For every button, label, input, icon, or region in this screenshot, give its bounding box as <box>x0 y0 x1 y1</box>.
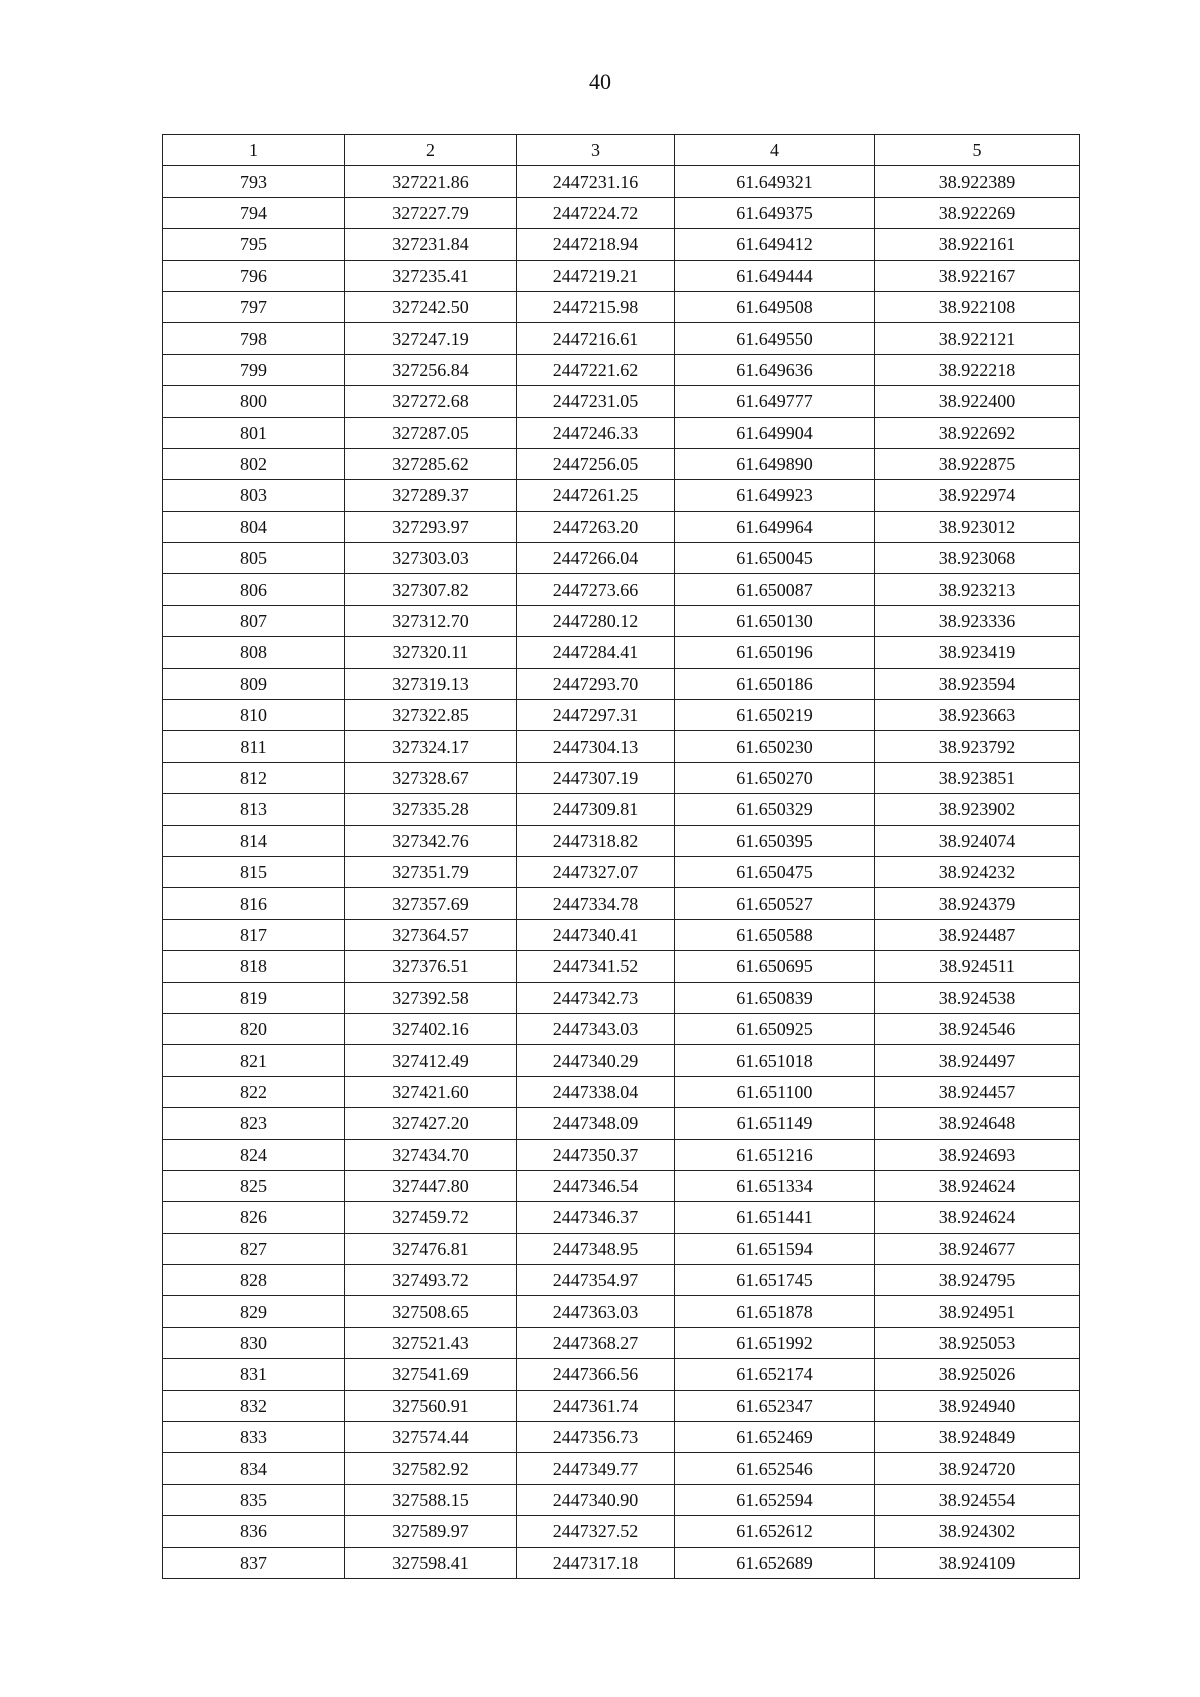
table-cell: 2447356.73 <box>517 1422 675 1453</box>
table-cell: 38.924849 <box>875 1422 1080 1453</box>
table-cell: 327287.05 <box>345 417 517 448</box>
table-cell: 2447342.73 <box>517 982 675 1013</box>
table-cell: 327351.79 <box>345 856 517 887</box>
table-row <box>163 888 1080 919</box>
table-cell: 2447349.77 <box>517 1453 675 1484</box>
table-cell: 834 <box>163 1453 345 1484</box>
table-row <box>163 291 1080 322</box>
table-row <box>163 1390 1080 1421</box>
table-cell: 38.923012 <box>875 511 1080 542</box>
table-cell: 61.651745 <box>675 1265 875 1296</box>
table-cell: 327335.28 <box>345 794 517 825</box>
table-cell: 61.650130 <box>675 605 875 636</box>
table-cell: 61.650196 <box>675 637 875 668</box>
table-cell: 327476.81 <box>345 1233 517 1264</box>
table-cell: 61.649321 <box>675 166 875 197</box>
table-cell: 61.649777 <box>675 386 875 417</box>
table-cell: 2447348.09 <box>517 1108 675 1139</box>
table-cell: 2447348.95 <box>517 1233 675 1264</box>
table-cell: 61.649412 <box>675 229 875 260</box>
table-row <box>163 543 1080 574</box>
table-row <box>163 1108 1080 1139</box>
table-cell: 38.925053 <box>875 1327 1080 1358</box>
table-header <box>163 135 1080 166</box>
table-cell: 61.651216 <box>675 1139 875 1170</box>
table-cell: 809 <box>163 668 345 699</box>
table-cell: 2447309.81 <box>517 794 675 825</box>
table-row <box>163 700 1080 731</box>
table-cell: 61.650329 <box>675 794 875 825</box>
table-cell: 2447340.41 <box>517 919 675 950</box>
table-row <box>163 951 1080 982</box>
table-cell: 61.650230 <box>675 731 875 762</box>
table-cell: 38.923851 <box>875 762 1080 793</box>
table-cell: 2447354.97 <box>517 1265 675 1296</box>
table-cell: 61.652546 <box>675 1453 875 1484</box>
table-row <box>163 354 1080 385</box>
table-cell: 810 <box>163 700 345 731</box>
table-cell: 823 <box>163 1108 345 1139</box>
table-cell: 38.922121 <box>875 323 1080 354</box>
table-cell: 61.652689 <box>675 1547 875 1578</box>
table-cell: 830 <box>163 1327 345 1358</box>
table-cell: 817 <box>163 919 345 950</box>
table-cell: 61.650695 <box>675 951 875 982</box>
page-number: 40 <box>589 69 611 94</box>
table-cell: 61.650045 <box>675 543 875 574</box>
table-row <box>163 856 1080 887</box>
table-cell: 61.650839 <box>675 982 875 1013</box>
table-row <box>163 260 1080 291</box>
table-row <box>163 637 1080 668</box>
table-row <box>163 480 1080 511</box>
table-cell: 327560.91 <box>345 1390 517 1421</box>
table-cell: 813 <box>163 794 345 825</box>
table-cell: 837 <box>163 1547 345 1578</box>
table-cell: 38.924795 <box>875 1265 1080 1296</box>
table-cell: 61.651441 <box>675 1202 875 1233</box>
table-cell: 61.652594 <box>675 1484 875 1515</box>
table-row <box>163 794 1080 825</box>
table-row <box>163 605 1080 636</box>
table-cell: 38.923336 <box>875 605 1080 636</box>
table-cell: 38.924648 <box>875 1108 1080 1139</box>
table-cell: 61.650925 <box>675 1013 875 1044</box>
table-cell: 38.922974 <box>875 480 1080 511</box>
table-cell: 61.652469 <box>675 1422 875 1453</box>
table-cell: 327574.44 <box>345 1422 517 1453</box>
table-cell: 835 <box>163 1484 345 1515</box>
table-cell: 2447261.25 <box>517 480 675 511</box>
table-cell: 327364.57 <box>345 919 517 950</box>
table-cell: 61.649444 <box>675 260 875 291</box>
table-cell: 802 <box>163 448 345 479</box>
table-cell: 2447327.52 <box>517 1516 675 1547</box>
table-cell: 797 <box>163 291 345 322</box>
table-cell: 38.922108 <box>875 291 1080 322</box>
table-row <box>163 1202 1080 1233</box>
table-cell: 327289.37 <box>345 480 517 511</box>
table-row <box>163 1045 1080 1076</box>
table-cell: 61.649890 <box>675 448 875 479</box>
table-cell: 61.650588 <box>675 919 875 950</box>
table-cell: 820 <box>163 1013 345 1044</box>
table-cell: 61.650475 <box>675 856 875 887</box>
table-cell: 327541.69 <box>345 1359 517 1390</box>
table-cell: 833 <box>163 1422 345 1453</box>
table-cell: 38.924109 <box>875 1547 1080 1578</box>
table-cell: 2447216.61 <box>517 323 675 354</box>
table-cell: 794 <box>163 197 345 228</box>
table-cell: 327319.13 <box>345 668 517 699</box>
table-row <box>163 919 1080 950</box>
table-cell: 2447297.31 <box>517 700 675 731</box>
table-cell: 61.649964 <box>675 511 875 542</box>
table-cell: 2447273.66 <box>517 574 675 605</box>
table-cell: 2447346.54 <box>517 1170 675 1201</box>
table-cell: 38.923594 <box>875 668 1080 699</box>
table-cell: 38.924554 <box>875 1484 1080 1515</box>
column-header-4: 4 <box>675 135 875 166</box>
table-cell: 2447361.74 <box>517 1390 675 1421</box>
table-cell: 327227.79 <box>345 197 517 228</box>
table-row <box>163 417 1080 448</box>
table-cell: 61.652347 <box>675 1390 875 1421</box>
table-cell: 803 <box>163 480 345 511</box>
table-cell: 61.649550 <box>675 323 875 354</box>
table-cell: 327447.80 <box>345 1170 517 1201</box>
table-cell: 327242.50 <box>345 291 517 322</box>
table-row <box>163 1265 1080 1296</box>
table-cell: 327598.41 <box>345 1547 517 1578</box>
table-cell: 2447284.41 <box>517 637 675 668</box>
table-cell: 38.922218 <box>875 354 1080 385</box>
table-cell: 831 <box>163 1359 345 1390</box>
table-cell: 805 <box>163 543 345 574</box>
table-cell: 61.650186 <box>675 668 875 699</box>
table-cell: 815 <box>163 856 345 887</box>
table-row <box>163 386 1080 417</box>
table-cell: 2447293.70 <box>517 668 675 699</box>
table-row <box>163 1484 1080 1515</box>
table-cell: 327324.17 <box>345 731 517 762</box>
header-row <box>163 135 1080 166</box>
table-cell: 327376.51 <box>345 951 517 982</box>
table-row <box>163 166 1080 197</box>
table-cell: 38.923068 <box>875 543 1080 574</box>
table-row <box>163 1453 1080 1484</box>
table-row <box>163 668 1080 699</box>
table-cell: 38.924693 <box>875 1139 1080 1170</box>
table-cell: 38.924497 <box>875 1045 1080 1076</box>
table-cell: 836 <box>163 1516 345 1547</box>
table-cell: 2447363.03 <box>517 1296 675 1327</box>
table-row <box>163 1170 1080 1201</box>
table-row <box>163 982 1080 1013</box>
table-cell: 2447231.05 <box>517 386 675 417</box>
table-row <box>163 1139 1080 1170</box>
table-cell: 61.650087 <box>675 574 875 605</box>
table-cell: 2447219.21 <box>517 260 675 291</box>
table-cell: 327589.97 <box>345 1516 517 1547</box>
table-row <box>163 448 1080 479</box>
table-cell: 2447224.72 <box>517 197 675 228</box>
table-cell: 38.922161 <box>875 229 1080 260</box>
table-cell: 38.924624 <box>875 1202 1080 1233</box>
table-cell: 821 <box>163 1045 345 1076</box>
table-cell: 2447343.03 <box>517 1013 675 1044</box>
table-row <box>163 1547 1080 1578</box>
table-cell: 2447340.90 <box>517 1484 675 1515</box>
table-cell: 61.651100 <box>675 1076 875 1107</box>
table-cell: 61.649636 <box>675 354 875 385</box>
table-cell: 2447280.12 <box>517 605 675 636</box>
table-cell: 38.922389 <box>875 166 1080 197</box>
table-row <box>163 229 1080 260</box>
table-cell: 61.650219 <box>675 700 875 731</box>
table-cell: 38.924624 <box>875 1170 1080 1201</box>
table-row <box>163 731 1080 762</box>
table-cell: 327402.16 <box>345 1013 517 1044</box>
table-cell: 828 <box>163 1265 345 1296</box>
table-cell: 816 <box>163 888 345 919</box>
table-cell: 2447338.04 <box>517 1076 675 1107</box>
table-cell: 827 <box>163 1233 345 1264</box>
table-cell: 801 <box>163 417 345 448</box>
table-cell: 61.651018 <box>675 1045 875 1076</box>
table-cell: 38.923902 <box>875 794 1080 825</box>
table-cell: 2447346.37 <box>517 1202 675 1233</box>
table-cell: 327328.67 <box>345 762 517 793</box>
table-cell: 795 <box>163 229 345 260</box>
table-row <box>163 1327 1080 1358</box>
table-cell: 327322.85 <box>345 700 517 731</box>
table-cell: 799 <box>163 354 345 385</box>
column-header-1: 1 <box>163 135 345 166</box>
table-cell: 61.651334 <box>675 1170 875 1201</box>
table-cell: 2447341.52 <box>517 951 675 982</box>
table-cell: 38.922400 <box>875 386 1080 417</box>
table-cell: 61.651594 <box>675 1233 875 1264</box>
table-cell: 327588.15 <box>345 1484 517 1515</box>
table-cell: 2447304.13 <box>517 731 675 762</box>
table-cell: 2447218.94 <box>517 229 675 260</box>
table-cell: 38.924546 <box>875 1013 1080 1044</box>
table-cell: 2447334.78 <box>517 888 675 919</box>
table-cell: 327312.70 <box>345 605 517 636</box>
table-cell: 327285.62 <box>345 448 517 479</box>
table-cell: 327303.03 <box>345 543 517 574</box>
table-cell: 825 <box>163 1170 345 1201</box>
table-cell: 327320.11 <box>345 637 517 668</box>
coordinates-table <box>162 134 1080 1579</box>
table-row <box>163 574 1080 605</box>
table-cell: 808 <box>163 637 345 668</box>
table-cell: 38.924487 <box>875 919 1080 950</box>
table-cell: 61.650395 <box>675 825 875 856</box>
table-cell: 61.650270 <box>675 762 875 793</box>
table-cell: 38.924720 <box>875 1453 1080 1484</box>
table-cell: 38.923792 <box>875 731 1080 762</box>
table-cell: 38.924074 <box>875 825 1080 856</box>
table-cell: 818 <box>163 951 345 982</box>
table-cell: 38.923663 <box>875 700 1080 731</box>
table-cell: 38.924538 <box>875 982 1080 1013</box>
table-cell: 61.650527 <box>675 888 875 919</box>
table-cell: 806 <box>163 574 345 605</box>
table-cell: 327342.76 <box>345 825 517 856</box>
table-cell: 2447221.62 <box>517 354 675 385</box>
table-row <box>163 1296 1080 1327</box>
table-row <box>163 1359 1080 1390</box>
table-row <box>163 825 1080 856</box>
table-cell: 327221.86 <box>345 166 517 197</box>
table-cell: 327508.65 <box>345 1296 517 1327</box>
table-row <box>163 197 1080 228</box>
table-row <box>163 1233 1080 1264</box>
table-cell: 327256.84 <box>345 354 517 385</box>
table-cell: 798 <box>163 323 345 354</box>
table-cell: 804 <box>163 511 345 542</box>
table-cell: 38.922875 <box>875 448 1080 479</box>
table-cell: 814 <box>163 825 345 856</box>
table-cell: 38.925026 <box>875 1359 1080 1390</box>
table-cell: 2447366.56 <box>517 1359 675 1390</box>
table-cell: 829 <box>163 1296 345 1327</box>
table-cell: 38.924302 <box>875 1516 1080 1547</box>
table-cell: 38.924511 <box>875 951 1080 982</box>
table-cell: 327247.19 <box>345 323 517 354</box>
table-cell: 2447246.33 <box>517 417 675 448</box>
table-row <box>163 1013 1080 1044</box>
table-cell: 61.651149 <box>675 1108 875 1139</box>
table-cell: 61.649904 <box>675 417 875 448</box>
table-cell: 38.922269 <box>875 197 1080 228</box>
table-cell: 807 <box>163 605 345 636</box>
table-cell: 2447317.18 <box>517 1547 675 1578</box>
table-row <box>163 1076 1080 1107</box>
table-cell: 2447318.82 <box>517 825 675 856</box>
column-header-5: 5 <box>875 135 1080 166</box>
table-cell: 2447368.27 <box>517 1327 675 1358</box>
table-cell: 812 <box>163 762 345 793</box>
table-row <box>163 323 1080 354</box>
column-header-3: 3 <box>517 135 675 166</box>
table-cell: 832 <box>163 1390 345 1421</box>
table-cell: 327493.72 <box>345 1265 517 1296</box>
table-cell: 793 <box>163 166 345 197</box>
table-cell: 2447231.16 <box>517 166 675 197</box>
table-cell: 811 <box>163 731 345 762</box>
table-cell: 327582.92 <box>345 1453 517 1484</box>
table-cell: 327231.84 <box>345 229 517 260</box>
table-body <box>163 166 1080 1579</box>
table-cell: 327307.82 <box>345 574 517 605</box>
table-cell: 327235.41 <box>345 260 517 291</box>
table-cell: 38.924379 <box>875 888 1080 919</box>
table-cell: 2447340.29 <box>517 1045 675 1076</box>
table-cell: 38.922692 <box>875 417 1080 448</box>
table-cell: 38.923213 <box>875 574 1080 605</box>
table-cell: 38.924677 <box>875 1233 1080 1264</box>
table-cell: 327521.43 <box>345 1327 517 1358</box>
table-cell: 61.649508 <box>675 291 875 322</box>
table-cell: 2447256.05 <box>517 448 675 479</box>
column-header-2: 2 <box>345 135 517 166</box>
table-cell: 819 <box>163 982 345 1013</box>
table-cell: 796 <box>163 260 345 291</box>
table-cell: 61.651878 <box>675 1296 875 1327</box>
table-cell: 2447307.19 <box>517 762 675 793</box>
table-cell: 38.924457 <box>875 1076 1080 1107</box>
table-cell: 38.924951 <box>875 1296 1080 1327</box>
table-cell: 327357.69 <box>345 888 517 919</box>
table-cell: 327421.60 <box>345 1076 517 1107</box>
table-cell: 38.924232 <box>875 856 1080 887</box>
table-cell: 826 <box>163 1202 345 1233</box>
table-cell: 327392.58 <box>345 982 517 1013</box>
table-cell: 327412.49 <box>345 1045 517 1076</box>
table-cell: 61.652174 <box>675 1359 875 1390</box>
table-cell: 327293.97 <box>345 511 517 542</box>
table-cell: 2447215.98 <box>517 291 675 322</box>
table-cell: 2447350.37 <box>517 1139 675 1170</box>
table-row <box>163 1422 1080 1453</box>
table-row <box>163 511 1080 542</box>
table-cell: 38.924940 <box>875 1390 1080 1421</box>
table-cell: 61.649923 <box>675 480 875 511</box>
table-cell: 61.652612 <box>675 1516 875 1547</box>
table-cell: 822 <box>163 1076 345 1107</box>
table-cell: 327434.70 <box>345 1139 517 1170</box>
table-row <box>163 1516 1080 1547</box>
table-cell: 327459.72 <box>345 1202 517 1233</box>
table-cell: 38.922167 <box>875 260 1080 291</box>
table-cell: 2447266.04 <box>517 543 675 574</box>
table-cell: 38.923419 <box>875 637 1080 668</box>
table-cell: 800 <box>163 386 345 417</box>
table-cell: 2447327.07 <box>517 856 675 887</box>
table-row <box>163 762 1080 793</box>
table-cell: 2447263.20 <box>517 511 675 542</box>
table-cell: 61.651992 <box>675 1327 875 1358</box>
table-cell: 327272.68 <box>345 386 517 417</box>
table-cell: 61.649375 <box>675 197 875 228</box>
table-cell: 824 <box>163 1139 345 1170</box>
table-cell: 327427.20 <box>345 1108 517 1139</box>
